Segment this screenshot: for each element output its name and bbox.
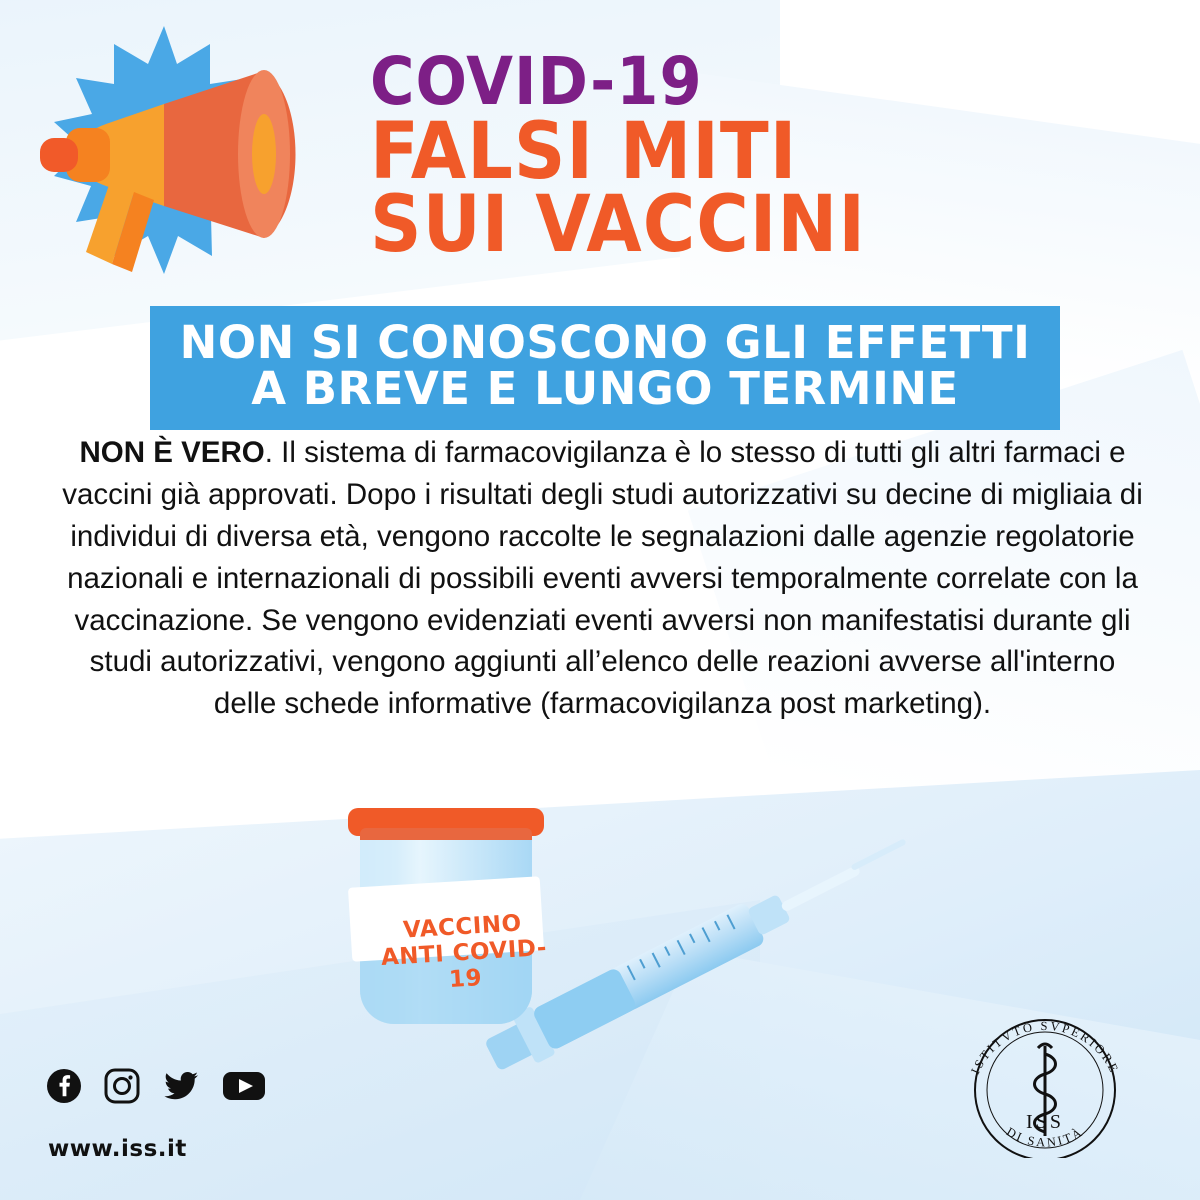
vaccine-illustration xyxy=(320,770,940,1110)
logo-text-bottom: DI SANITÀ xyxy=(1003,1124,1087,1150)
body-text xyxy=(60,432,1145,725)
website-url[interactable]: www.iss.it xyxy=(48,1136,187,1162)
logo-text-top: ISTITVTO SVPERIORE xyxy=(968,1018,1122,1077)
facebook-icon[interactable] xyxy=(46,1068,82,1104)
vial-label-line-2: ANTI COVID-19 xyxy=(380,934,548,993)
body-lead: NON È VERO xyxy=(79,436,265,469)
megaphone-icon xyxy=(14,16,374,296)
myth-banner xyxy=(150,306,1060,430)
youtube-icon[interactable] xyxy=(222,1070,266,1102)
vial-label-line-1: VACCINO xyxy=(402,910,523,944)
title-line-1: COVID-19 xyxy=(370,43,703,120)
title-line-2: FALSI MITI xyxy=(370,106,798,197)
myth-banner-line-2: A BREVE E LUNGO TERMINE xyxy=(251,361,959,415)
logo-monogram: ISS xyxy=(1026,1111,1064,1133)
social-links[interactable] xyxy=(46,1068,266,1104)
instagram-icon[interactable] xyxy=(104,1068,140,1104)
twitter-icon[interactable] xyxy=(162,1068,200,1104)
body-paragraph: . Il sistema di farmacovigilanza è lo stesso di tutti gli altri farmaci e vaccini già approvati. Dopo i risultati degli studi autorizzativi su decine di migliaia di individui di diversa età, vengono raccolte le segnalazioni dalle agenzie regolatorie nazionali e internazionali di possibili eventi avversi temporalmente correlate con la vaccinazione. Se vengono evidenziati eventi avversi non manifestatisi durante gli studi autorizzativi, vengono aggiunti all’elenco delle reazioni avverse all'interno delle schede informative (farmacovigilanza post marketing). xyxy=(62,436,1143,721)
iss-logo xyxy=(950,1008,1140,1158)
page-title xyxy=(370,43,1170,271)
title-line-3: SUI VACCINI xyxy=(370,180,866,271)
myth-banner-line-1: NON SI CONOSCONO GLI EFFETTI xyxy=(179,316,1031,369)
